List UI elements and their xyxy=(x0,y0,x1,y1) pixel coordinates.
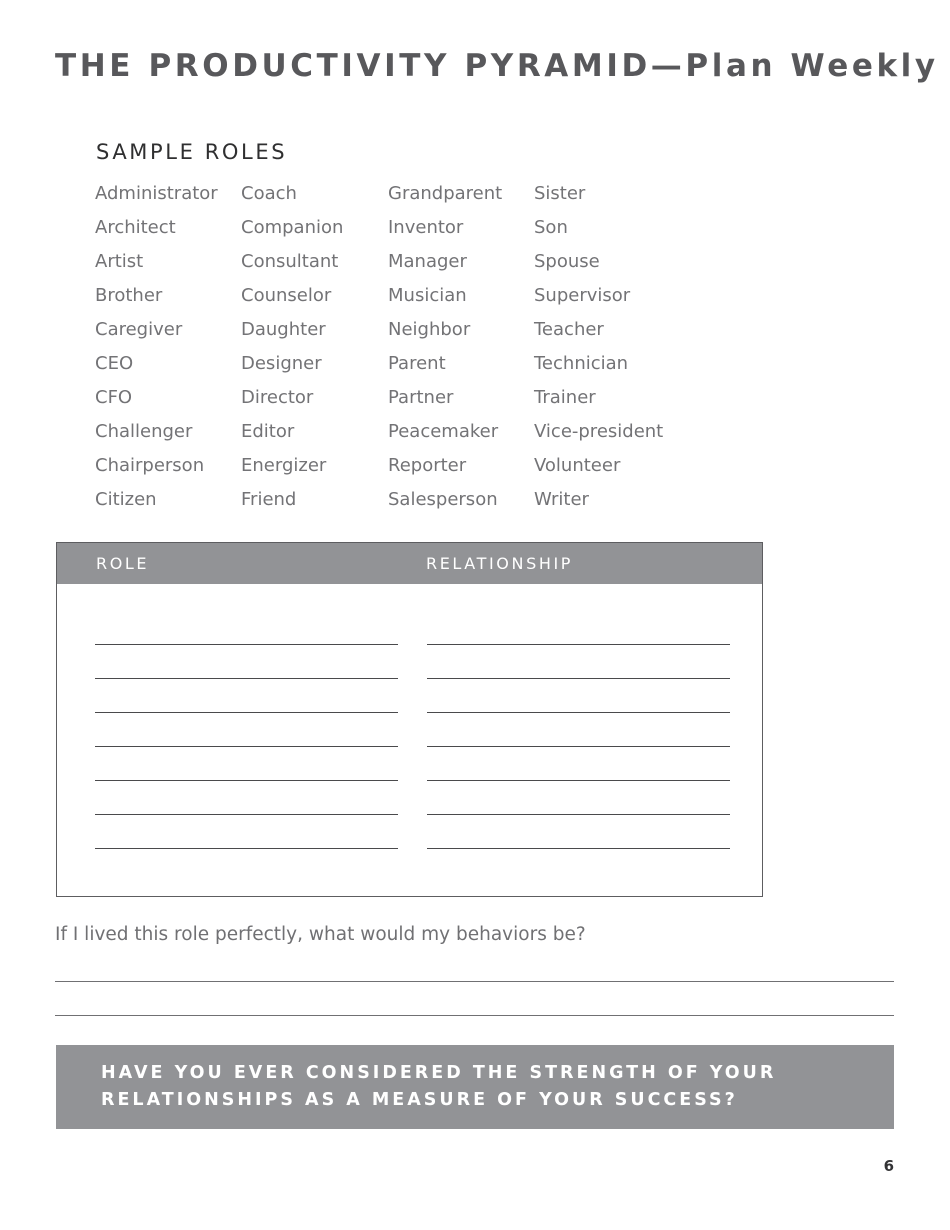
role-item: Vice-president xyxy=(534,421,664,442)
relationship-column-header: RELATIONSHIP xyxy=(426,554,574,573)
role-item: Manager xyxy=(388,251,467,272)
relationship-blank-line[interactable] xyxy=(427,644,730,645)
relationship-blank-line[interactable] xyxy=(427,848,730,849)
role-item: Energizer xyxy=(241,455,327,476)
role-item: Parent xyxy=(388,353,446,374)
role-item: Reporter xyxy=(388,455,467,476)
behaviors-question: If I lived this role perfectly, what would my behaviors be? xyxy=(55,924,586,945)
roles-column xyxy=(534,181,684,521)
role-item: Chairperson xyxy=(95,455,205,476)
role-item: CFO xyxy=(95,387,133,408)
role-item: Administrator xyxy=(95,183,218,204)
page-title: THE PRODUCTIVITY PYRAMID—Plan Weekly xyxy=(55,48,939,84)
role-blank-line[interactable] xyxy=(95,814,398,815)
role-item: Inventor xyxy=(388,217,464,238)
role-item: Counselor xyxy=(241,285,332,306)
role-blank-line[interactable] xyxy=(95,678,398,679)
role-item: Salesperson xyxy=(388,489,498,510)
roles-column xyxy=(388,181,538,521)
role-item: Spouse xyxy=(534,251,600,272)
role-item: Sister xyxy=(534,183,586,204)
relationship-blank-line[interactable] xyxy=(427,814,730,815)
relationship-blank-line[interactable] xyxy=(427,780,730,781)
role-item: Editor xyxy=(241,421,295,442)
role-item: Son xyxy=(534,217,568,238)
answer-line[interactable] xyxy=(55,1015,894,1016)
role-blank-line[interactable] xyxy=(95,644,398,645)
role-relationship-worksheet xyxy=(56,542,763,897)
role-item: Designer xyxy=(241,353,322,374)
role-item: CEO xyxy=(95,353,134,374)
role-item: Director xyxy=(241,387,314,408)
roles-column xyxy=(241,181,391,521)
role-item: Volunteer xyxy=(534,455,621,476)
role-item: Caregiver xyxy=(95,319,183,340)
callout-line: RELATIONSHIPS AS A MEASURE OF YOUR SUCCESS? xyxy=(101,1090,738,1110)
role-item: Architect xyxy=(95,217,176,238)
relationship-blank-line[interactable] xyxy=(427,712,730,713)
role-item: Partner xyxy=(388,387,454,408)
role-item: Grandparent xyxy=(388,183,503,204)
role-item: Musician xyxy=(388,285,467,306)
role-blank-line[interactable] xyxy=(95,848,398,849)
role-blank-line[interactable] xyxy=(95,780,398,781)
role-item: Brother xyxy=(95,285,163,306)
role-item: Supervisor xyxy=(534,285,631,306)
relationship-blank-line[interactable] xyxy=(427,746,730,747)
callout-banner xyxy=(56,1045,894,1129)
role-item: Teacher xyxy=(534,319,604,340)
callout-line: HAVE YOU EVER CONSIDERED THE STRENGTH OF YOUR xyxy=(101,1063,777,1083)
role-item: Challenger xyxy=(95,421,193,442)
role-item: Technician xyxy=(534,353,629,374)
role-item: Writer xyxy=(534,489,589,510)
role-item: Companion xyxy=(241,217,344,238)
role-item: Citizen xyxy=(95,489,157,510)
role-item: Neighbor xyxy=(388,319,471,340)
role-item: Peacemaker xyxy=(388,421,499,442)
relationship-blank-line[interactable] xyxy=(427,678,730,679)
role-column-header: ROLE xyxy=(96,554,150,573)
role-blank-line[interactable] xyxy=(95,746,398,747)
sample-roles-heading: SAMPLE ROLES xyxy=(96,140,288,164)
role-item: Coach xyxy=(241,183,297,204)
page-number: 6 xyxy=(883,1157,894,1175)
answer-line[interactable] xyxy=(55,981,894,982)
role-item: Daughter xyxy=(241,319,326,340)
role-item: Consultant xyxy=(241,251,339,272)
role-blank-line[interactable] xyxy=(95,712,398,713)
role-item: Artist xyxy=(95,251,144,272)
role-item: Trainer xyxy=(534,387,596,408)
worksheet-header xyxy=(57,543,762,584)
role-item: Friend xyxy=(241,489,297,510)
roles-column xyxy=(95,181,245,521)
